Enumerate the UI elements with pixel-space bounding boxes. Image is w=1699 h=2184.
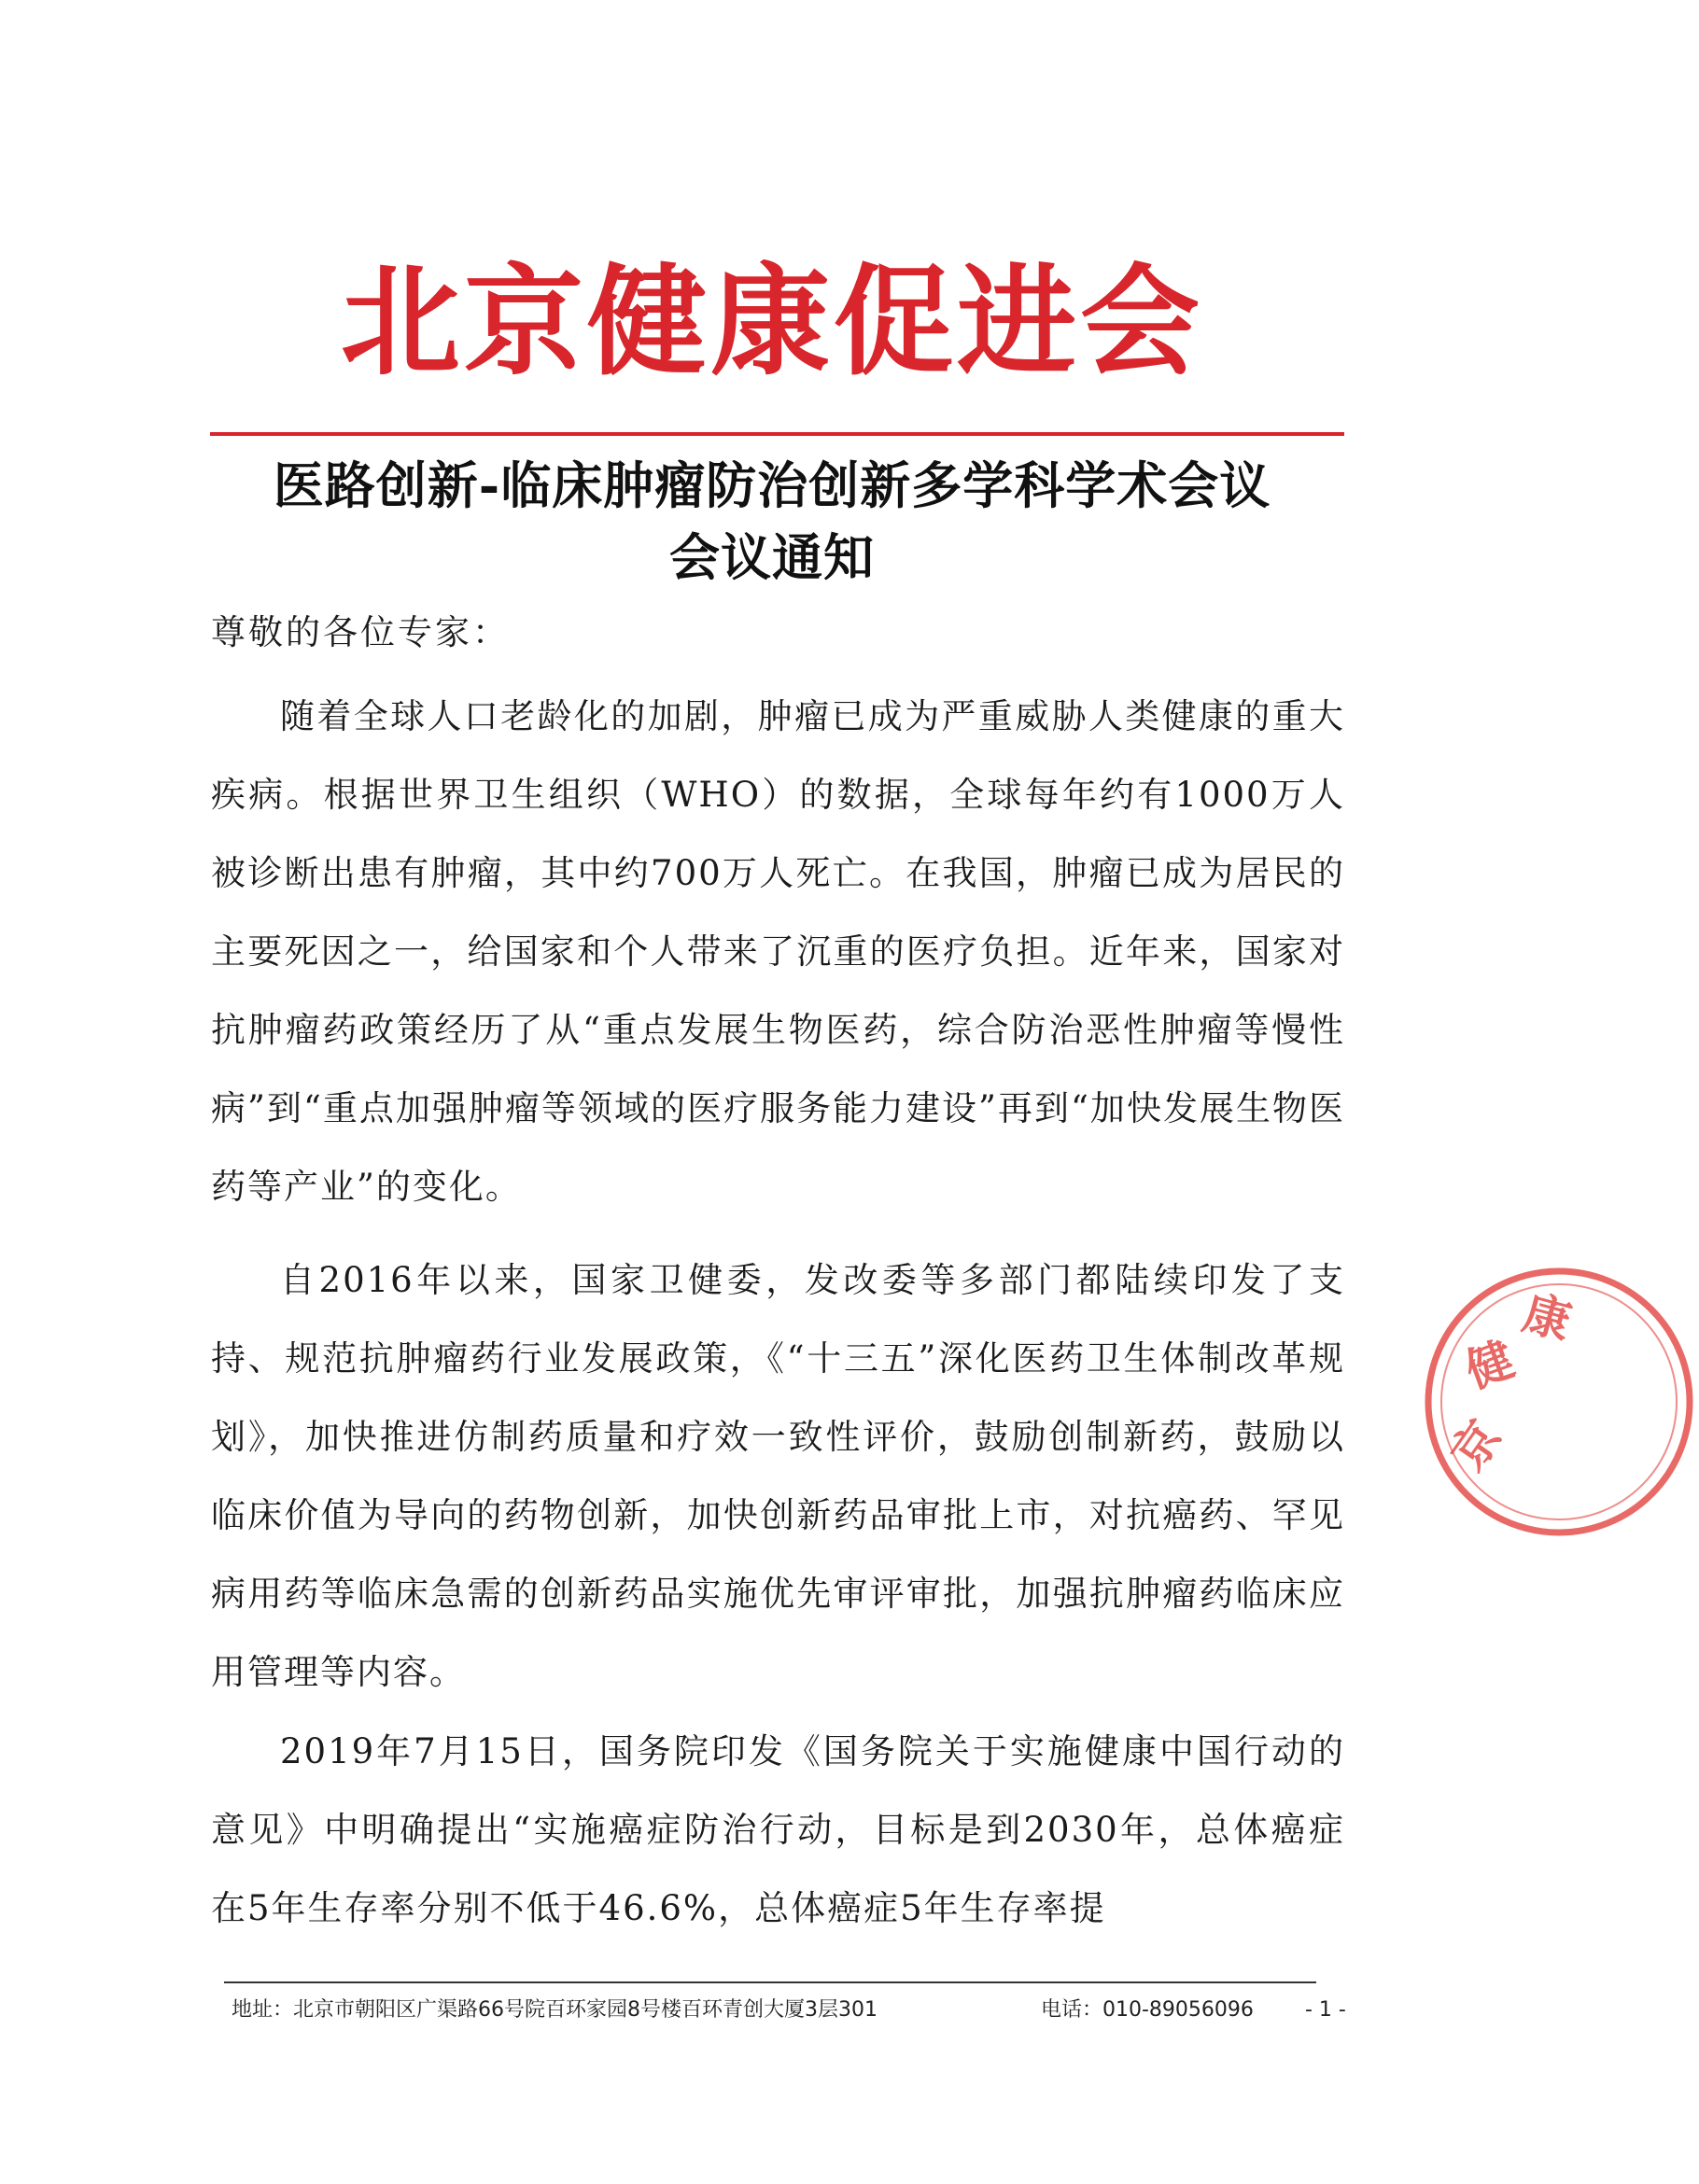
salutation: 尊敬的各位专家： bbox=[211, 612, 510, 652]
official-seal-stamp bbox=[1419, 1262, 1699, 1542]
document-subtitle: 会议通知 bbox=[669, 527, 875, 587]
body-paragraph-2: 自2016年以来，国家卫健委，发改委等多部门都陆续印发了支持、规范抗肿瘤药行业发展政策，《“十三五”深化医药卫生体制改革规划》，加快推进仿制药质量和疗效一致性评价，鼓励创制新药，鼓励以临床价值为导向的药物创新，加快创新药品审批上市，对抗癌药、罕见病用药等临床急需的创新药品实施优先审评审批，加强抗肿瘤药临床应用管理等内容。 bbox=[211, 1260, 1345, 1692]
footer-address: 地址：北京市朝阳区广渠路66号院百环家园8号楼百环青创大厦3层301 bbox=[232, 1998, 878, 2022]
body-paragraph-3: 2019年7月15日，国务院印发《国务院关于实施健康中国行动的意见》中明确提出“实施癌症防治行动，目标是到2030年，总体癌症在5年生存率分别不低于46.6%，总体癌症5年生存率提 bbox=[211, 1731, 1345, 1928]
letterhead-divider bbox=[210, 432, 1344, 436]
letterhead-organization: 北京健康促进会 bbox=[340, 252, 1203, 392]
seal-char: 京 bbox=[1439, 1409, 1512, 1480]
body-paragraph-1: 随着全球人口老龄化的加剧，肿瘤已成为严重威胁人类健康的重大疾病。根据世界卫生组织（WHO）的数据，全球每年约有1000万人被诊断出患有肿瘤，其中约700万人死亡。在我国，肿瘤已成为居民的主要死因之一，给国家和个人带来了沉重的医疗负担。近年来，国家对抗肿瘤药政策经历了从“重点发展生物医药，综合防治恶性肿瘤等慢性病”到“重点加强肿瘤等领域的医疗服务能力建设”再到“加快发展生物医药等产业”的变化。 bbox=[211, 696, 1345, 1207]
footer-divider bbox=[224, 1981, 1316, 1983]
footer-phone: 电话：010-89056096 bbox=[1041, 1998, 1254, 2022]
seal-char: 康 bbox=[1517, 1284, 1578, 1351]
seal-char: 健 bbox=[1458, 1330, 1522, 1399]
page-number: - 1 - bbox=[1305, 1998, 1346, 2022]
document-title: 医路创新-临床肿瘤防治创新多学科学术会议 bbox=[273, 455, 1271, 515]
